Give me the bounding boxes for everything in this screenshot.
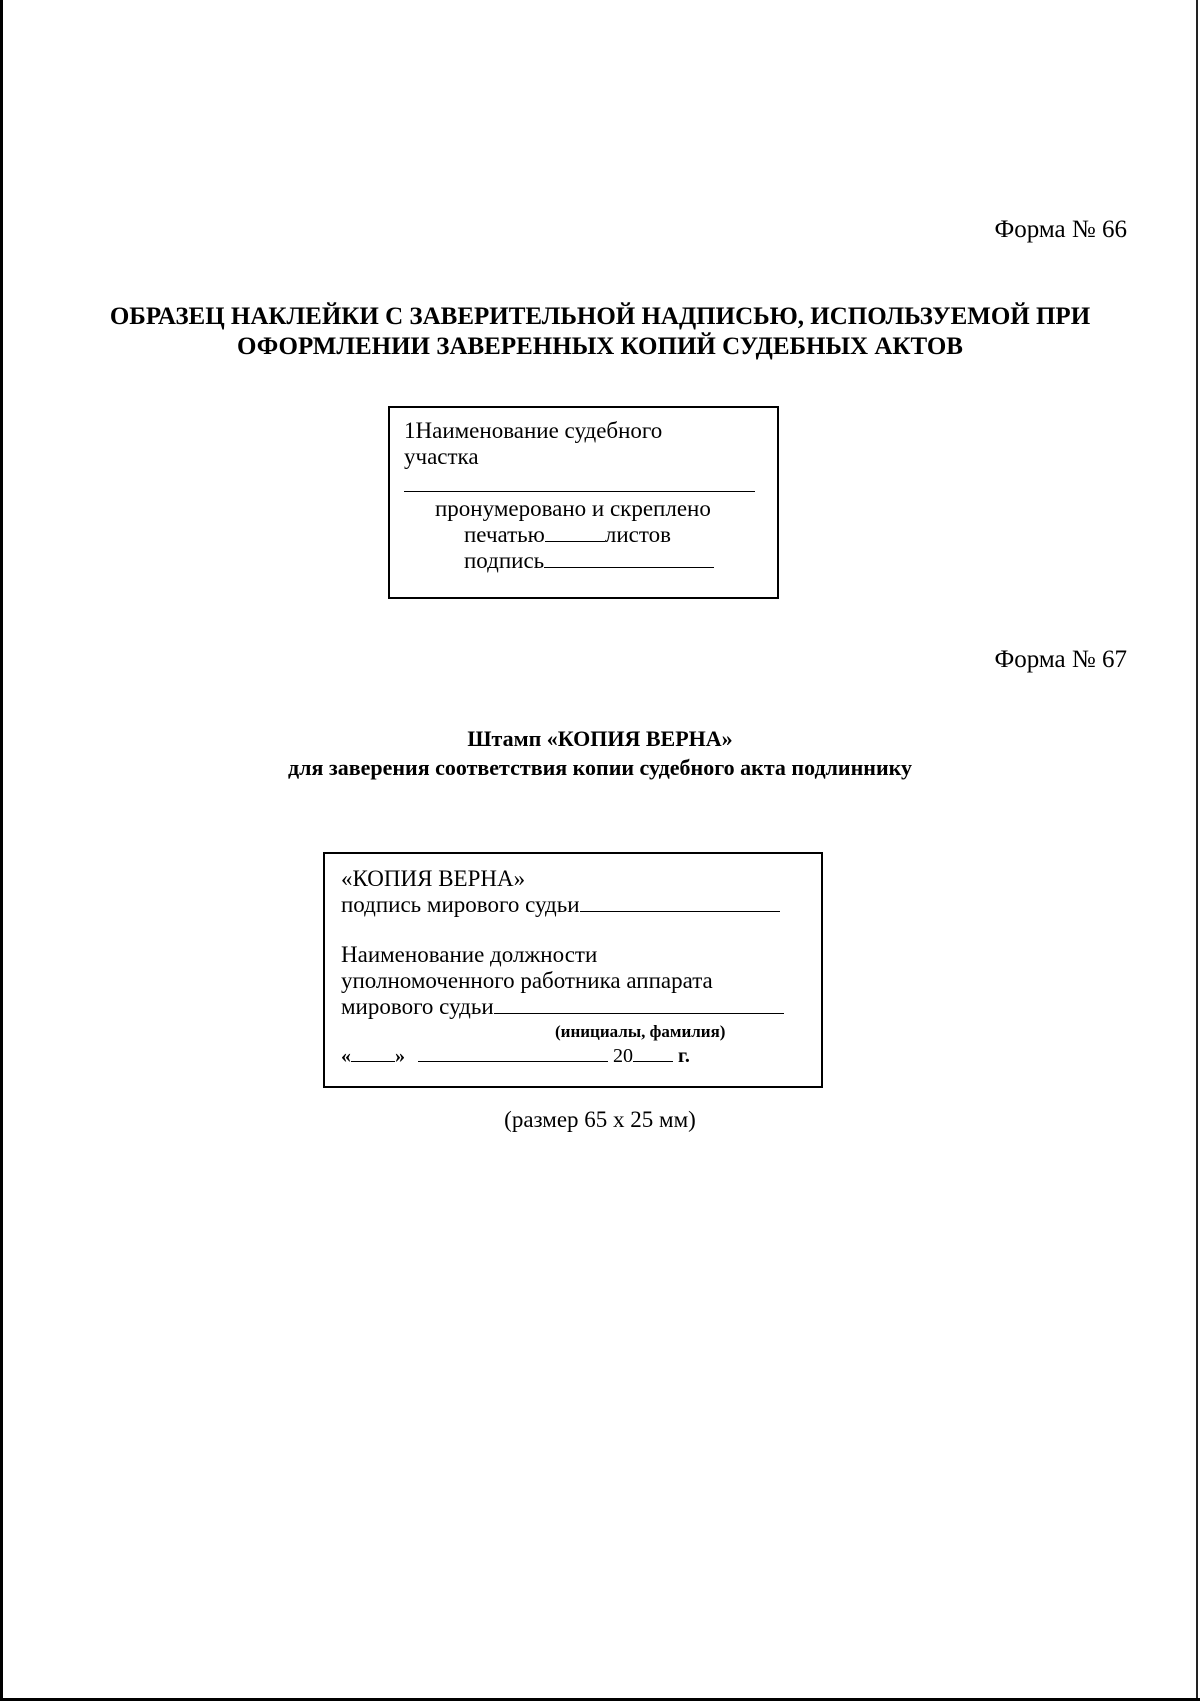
copy-certified-stamp: [323, 852, 823, 1088]
form-66-title: [100, 302, 1100, 362]
form-66-number: Форма № 66: [994, 216, 1127, 243]
stamp-judge-label: мирового судьи: [341, 994, 494, 1019]
stamp-position-title-cont: уполномоченного работника аппарата: [341, 968, 713, 993]
stamp-month-blank: [418, 1060, 608, 1062]
form-67-title-line-2: для заверения соответствия копии судебного акта подлиннику: [288, 755, 912, 780]
sticker-seal-label: печатью: [464, 522, 545, 547]
sticker-signature-line: [464, 548, 714, 574]
sticker-court-name-blank: [404, 491, 755, 492]
sticker-sheets-blank: [545, 540, 605, 542]
stamp-copy-correct-label: «КОПИЯ ВЕРНА»: [341, 866, 526, 891]
sticker-signature-label: подпись: [464, 548, 545, 573]
sticker-court-name-label: 1Наименование судебного: [404, 418, 663, 443]
form-66-title-line-2: ОФОРМЛЕНИИ ЗАВЕРЕННЫХ КОПИЙ СУДЕБНЫХ АКТОВ: [237, 333, 963, 360]
form-67-number: Форма № 67: [994, 646, 1127, 673]
stamp-year-suffix: г.: [678, 1045, 690, 1067]
sticker-sheets-label: листов: [604, 522, 671, 547]
stamp-judge-signature-blank: [580, 910, 780, 912]
stamp-name-blank: [494, 1012, 784, 1014]
form-67-title-line-1: Штамп «КОПИЯ ВЕРНА»: [467, 726, 733, 751]
sticker-numbered-text: пронумеровано и скреплено: [435, 496, 711, 521]
sticker-sheets-line: [464, 522, 671, 548]
stamp-date-close-quote: »: [395, 1045, 405, 1067]
stamp-judge-line: [341, 994, 784, 1020]
form-66-title-line-1: ОБРАЗЕЦ НАКЛЕЙКИ С ЗАВЕРИТЕЛЬНОЙ НАДПИСЬЮ, ИСПОЛЬЗУЕМОЙ ПРИ: [109, 303, 1091, 330]
sticker-court-name-label-cont: участка: [404, 444, 479, 469]
scan-edge-left: [0, 0, 3, 1701]
stamp-size-note: (размер 65 x 25 мм): [504, 1107, 696, 1132]
stamp-year-blank: [633, 1060, 673, 1062]
sticker-signature-blank: [544, 566, 714, 568]
stamp-day-blank: [351, 1060, 395, 1062]
stamp-initials-caption: (инициалы, фамилия): [555, 1022, 726, 1041]
stamp-date-line: [341, 1043, 690, 1069]
stamp-judge-signature-label: подпись мирового судьи: [341, 892, 580, 917]
stamp-position-title: Наименование должности: [341, 942, 598, 967]
stamp-date-open-quote: «: [341, 1045, 351, 1067]
stamp-year-prefix: 20: [613, 1045, 633, 1067]
scan-edge-right: [1196, 0, 1198, 1701]
stamp-judge-signature-line: [341, 892, 780, 918]
certification-sticker: [388, 406, 779, 599]
form-67-title: [100, 724, 1100, 782]
